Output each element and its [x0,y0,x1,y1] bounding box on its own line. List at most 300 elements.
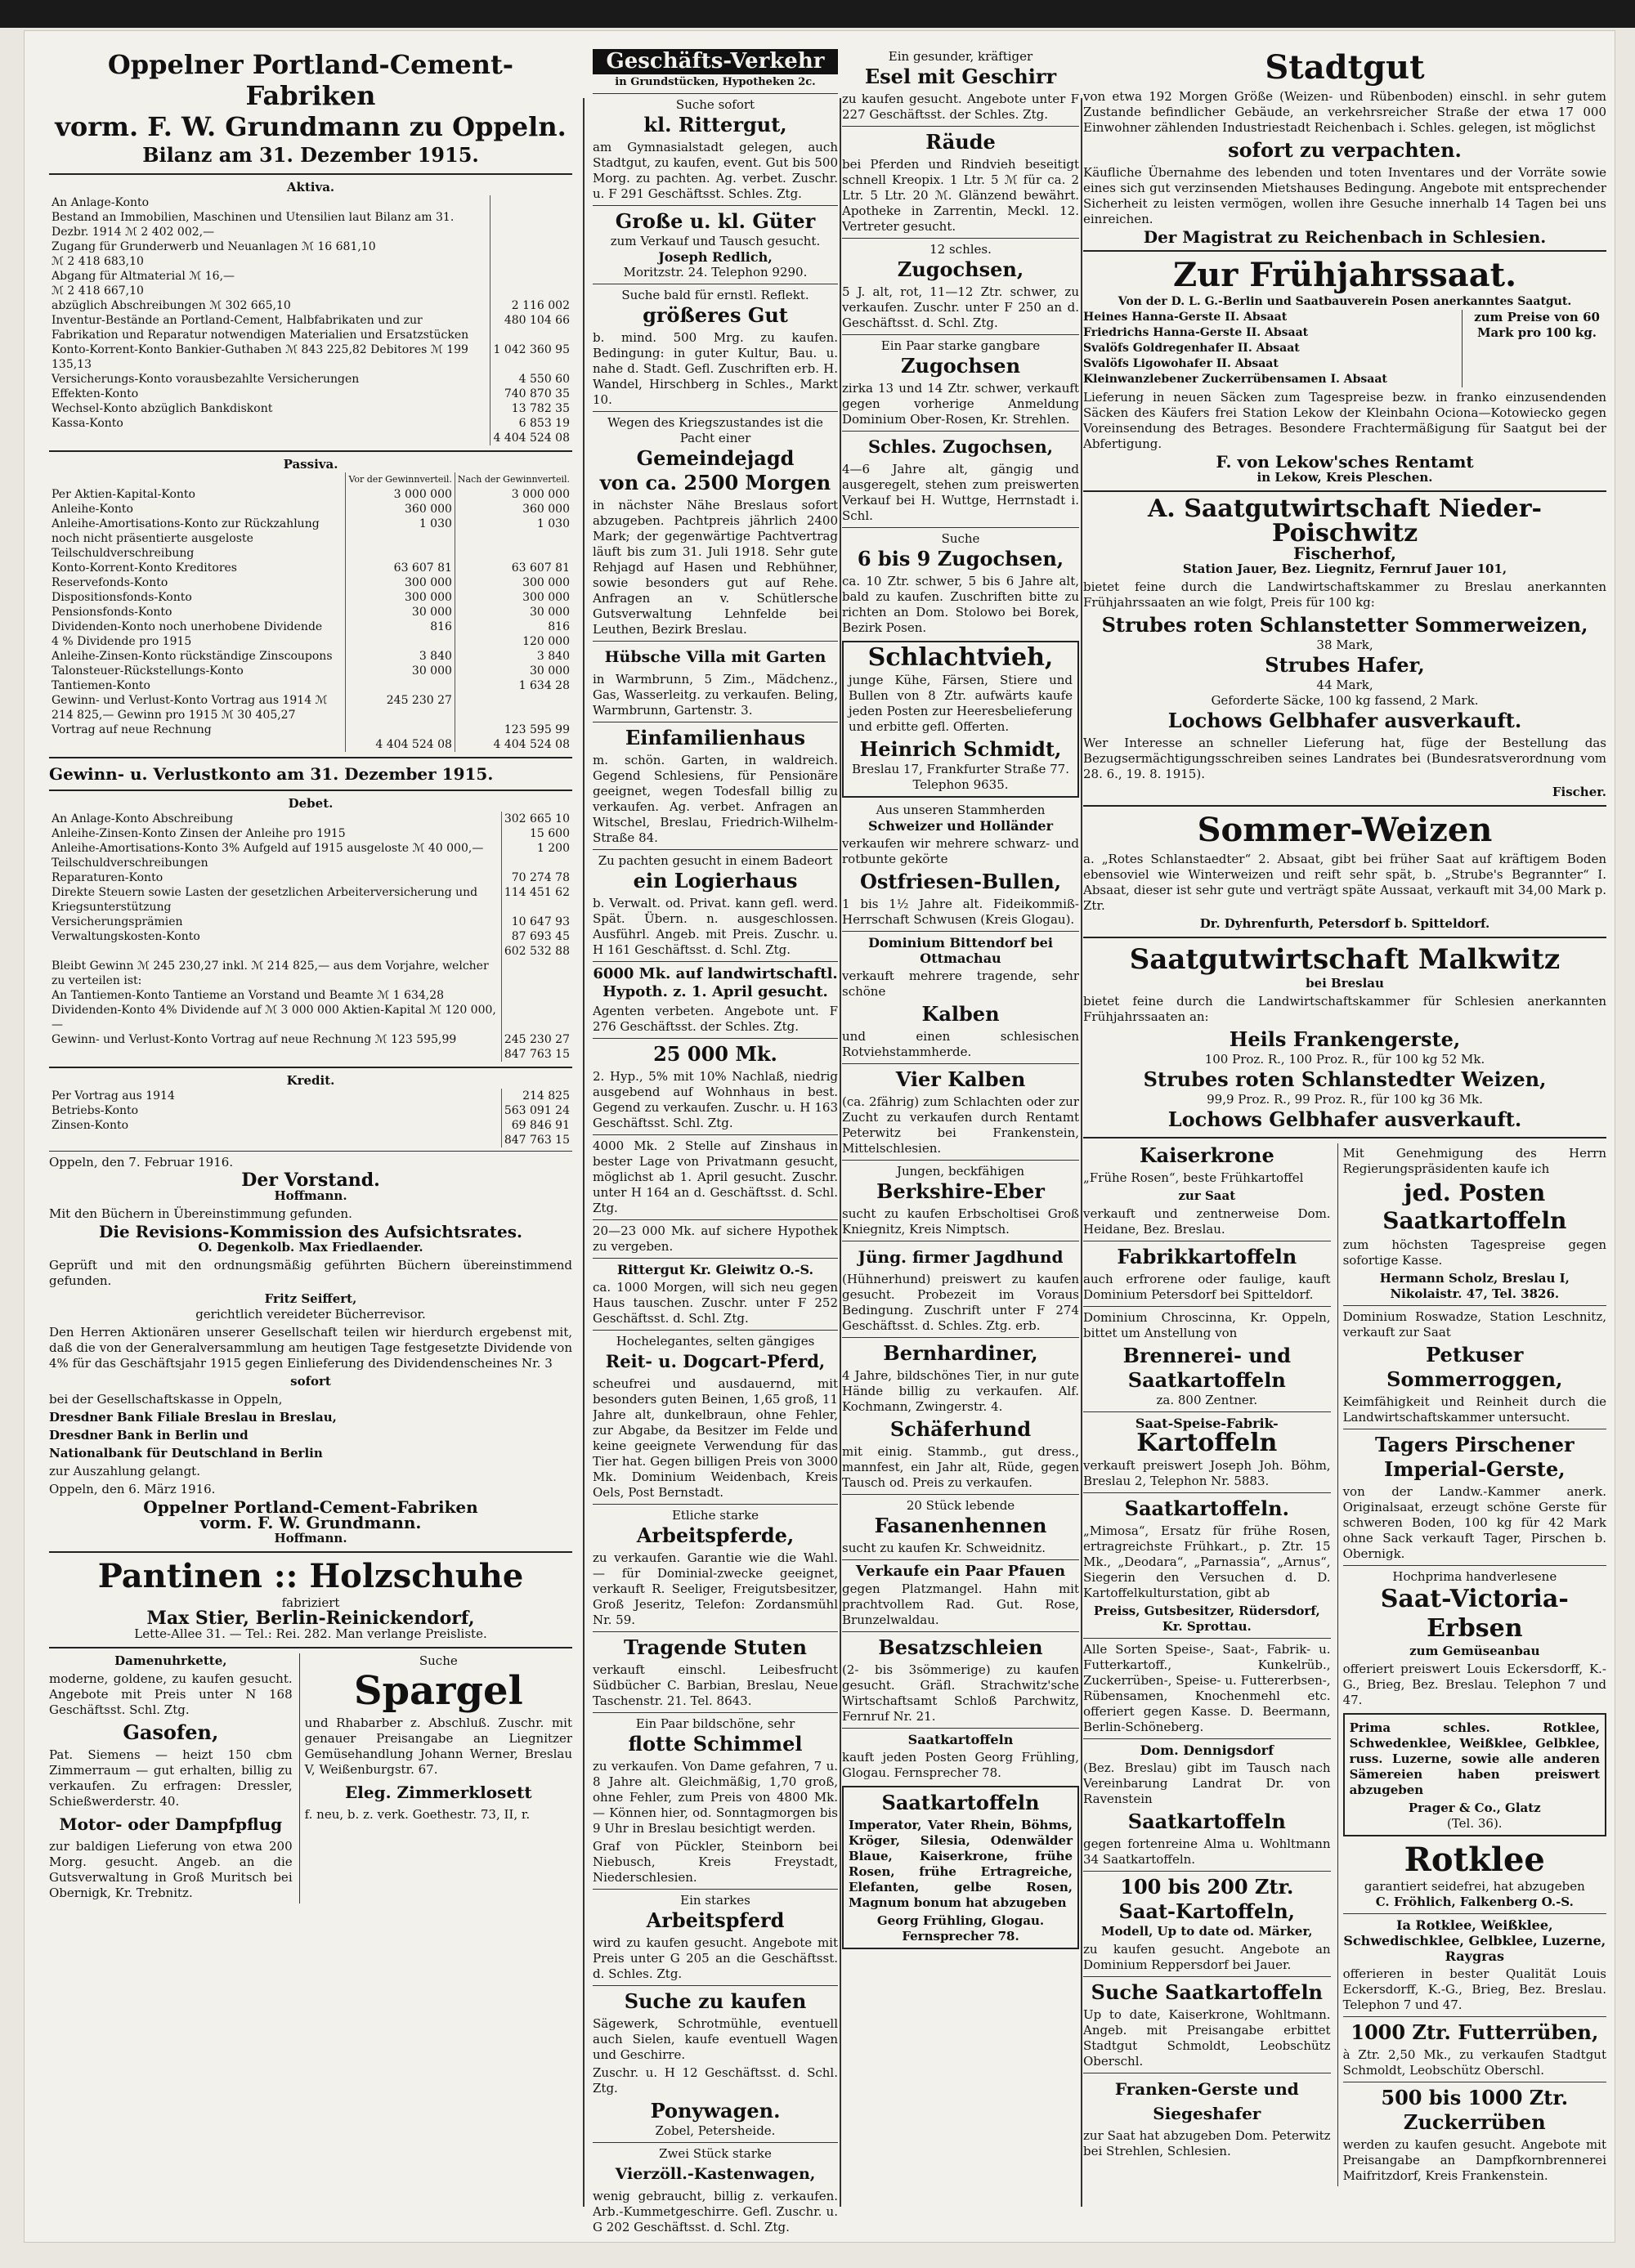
kredit-table [49,1089,572,1147]
text: 20 Stück lebende [906,1498,1015,1513]
text: Ein Paar starke gangbare [880,338,1041,353]
row-label: ℳ 2 418 683,10 [52,255,144,268]
row-amount: 214 825 [501,1089,572,1103]
ad-title: Saat-Victoria-Erbsen [1380,1585,1569,1643]
seed-item: Kleinwanzlebener Zuckerrübensamen I. Absaat [1083,373,1387,386]
text: gegen fortenreine Alma u. Wohltmann 34 Saatkartoffeln. [1083,1836,1331,1867]
row-amount: 123 595 99 [455,722,572,737]
text: sucht zu kaufen Erbscholtisei Groß Kniegnitz, Kreis Nimptsch. [842,1206,1079,1237]
table-row [49,915,572,929]
row-label: Konto-Korrent-Konto Bankier-Guthaben ℳ 843 225,82 Debitores ℳ 199 135,13 [52,343,468,371]
text: ca. 10 Ztr. schwer, 5 bis 6 Jahre alt, bald zu kaufen. Zuschriften bitte zu richten an Dom. Stolowo bei Borek, Bezirk Posen. [842,574,1079,635]
row-amount: 120 000 [455,634,572,649]
ad-title: Suche zu kaufen [624,1989,807,2013]
table-row [49,590,572,605]
text: (ca. 2fährig) zum Schlachten oder zur Zucht zu verkaufen durch Rentamt Peterwitz bei Frankenstein, Mittelschlesien. [842,1094,1079,1156]
text: Keimfähigkeit und Reinheit durch die Landwirtschaftskammer untersucht. [1342,1394,1606,1425]
text: Suche [941,531,980,546]
row-amount [346,722,455,737]
text: garantiert seidefrei, hat abzugeben [1364,1879,1585,1894]
table-row [49,342,572,372]
ad-title: Tagers Pirschener Imperial-Gerste, [1374,1433,1575,1481]
table-row [49,1047,572,1062]
ad-title: flotte Schimmel [628,1732,803,1756]
col-header: Nach der Gewinnverteil. [455,472,572,487]
row-label: Vortrag auf neue Rechnung [52,723,212,736]
ad-title: Berkshire-Eber [876,1179,1045,1203]
text: verkauft mehrere tragende, sehr schöne [842,968,1079,999]
row-label: Anleihe-Amortisations-Konto zur Rückzahlung noch nicht präsentierte ausgeloste Teilschuldverschreibung [52,517,320,560]
text: 5 J. alt, rot, 11—12 Ztr. schwer, zu verkaufen. Zuschr. unter F 250 an d. Geschäftsst. d. Schl. Ztg. [842,284,1079,330]
text: Suche sofort [675,97,755,112]
text: bietet feine durch die Landwirtschaftskammer für Schlesien anerkannten Frühjahrssaaten an: [1083,994,1606,1024]
row-label: Wechsel-Konto abzüglich Bankdiskont [52,402,273,415]
ad-title: Vierzöll.-Kastenwagen, [615,2165,816,2183]
row-amount: 15 600 [501,826,572,841]
table-row [49,826,572,841]
text: Lieferung in neuen Säcken zum Tagespreise bezw. in franko einzusendenden Säcken des Käufers frei Station Lekow der Kleinbahn Ociona—Kotowiecko gegen Voreinsendung des Betrages. Besondere Frachtermäßigung für Saatgut bei der Abfertigung. [1083,390,1606,451]
ad-title: 1000 Ztr. Futterrüben, [1351,2020,1599,2044]
text: Mit den Büchern in Übereinstimmung gefunden. [49,1206,352,1221]
row-amount: 2 116 002 [490,298,572,313]
ad-headline: Sommer-Weizen [1197,811,1493,849]
text: zur Saat hat abzugeben Dom. Peterwitz bei Strehlen, Schlesien. [1083,2128,1331,2158]
headline: Oppelner Portland-Cement-Fabriken [107,49,514,111]
text: Den Herren Aktionären unserer Gesellschaft teilen wir hierdurch ergebenst mit, daß die von der Generalversammlung am heutigen Tage festgesetzte Dividende von 4% für das Geschäftsjahr 1915 gegen Einlieferung des Dividendenscheines Nr. 3 [49,1325,572,1371]
row-amount: 87 693 45 [501,929,572,944]
text: verkauft und zentnerweise Dom. Heidane, Bez. Breslau. [1083,1206,1331,1237]
ad-title: Räude [925,130,996,154]
firm-name: Dominium Bittendorf bei Ottmachau [868,935,1053,966]
row-amount: 30 000 [346,605,455,620]
text: bietet feine durch die Landwirtschaftskammer zu Breslau anerkannten Frühjahrssaaten an wie folgt, Preis für 100 kg: [1083,579,1606,610]
ad-headline: Saatgutwirtschaft Malkwitz [1129,943,1561,976]
firm-name: Heinrich Schmidt, [859,737,1062,761]
text: Ein starkes [680,1893,750,1908]
row-amount [501,988,572,1003]
row-label: Reparaturen-Konto [52,871,164,884]
price: 99,9 Proz. R., 99 Proz. R., für 100 kg 36 Mk. [1207,1092,1483,1107]
text: Ein gesunder, kräftiger [888,49,1033,64]
row-amount: 360 000 [455,502,572,517]
row-amount [346,634,455,649]
row-label: Inventur-Bestände an Portland-Cement, Halbfabrikaten und zur Fabrikation und Reparatur notwendigen Materialien und Ersatzstücken [52,314,469,342]
ad-title: Ponywagen. [650,2099,781,2123]
ad-title: Esel mit Geschirr [864,65,1057,88]
table-row [49,812,572,826]
table-row [49,929,572,944]
row-amount: 245 230 27 [501,1032,572,1047]
table-row [49,561,572,575]
ad-title: größeres Gut [643,303,788,327]
firm-name: Max Stier, Berlin-Reinickendorf, [146,1608,475,1629]
row-amount: 1 042 360 95 [490,342,572,372]
text: „Frühe Rosen“, beste Frühkartoffel [1083,1170,1304,1185]
row-amount: 1 030 [455,517,572,561]
ad-title: Lochows Gelbhafer ausverkauft. [1167,1107,1522,1131]
text: zu kaufen gesucht. Angebote an Dominium Reppersdorf bei Jauer. [1083,1942,1331,1972]
row-amount: 300 000 [346,575,455,590]
row-label: Talonsteuer-Rückstellungs-Konto [52,664,244,678]
ad-title: Rittergut Kr. Gleiwitz O.-S. [616,1262,814,1277]
row-label: Tantiemen-Konto [52,679,150,692]
row-amount: 63 607 81 [455,561,572,575]
row-label: abzüglich Abschreibungen ℳ 302 665,10 [52,299,291,312]
row-amount: 816 [346,620,455,634]
table-row [49,870,572,885]
aktiva-table [49,195,572,445]
text: za. 800 Zentner. [1156,1393,1258,1407]
row-amount: 10 647 93 [501,915,572,929]
ad-title: Eleg. Zimmerklosett [345,1783,532,1802]
ad-title: Motor- oder Dampfpflug [59,1814,283,1834]
ad-title: Gemeindejagd [636,446,795,470]
text: (Hühnerhund) preiswert zu kaufen gesucht. Probezeit im Voraus Bedingung. Zuschrift unter F 274 Geschäftsst. d. Schles. Ztg. erb. [842,1272,1079,1333]
table-row [49,737,572,752]
ad-title: Arbeitspferde, [636,1523,795,1547]
row-amount [490,195,572,210]
text: Aus unseren Stammherden [876,803,1046,817]
ad-title: Lochows Gelbhafer ausverkauft. [1167,709,1522,732]
ad-title: Saat-Kartoffeln, [1118,1899,1296,1923]
text: gerichtlich vereideter Bücherrevisor. [195,1307,426,1322]
ad-title: von ca. 2500 Morgen [599,471,831,494]
text: und einen schlesischen Rotviehstammherde. [842,1029,1079,1059]
row-amount: 69 846 91 [501,1118,572,1133]
table-row [49,885,572,915]
text: zur baldigen Lieferung von etwa 200 Morg. gesucht. Angeb. an die Gutsverwaltung in Groß Muritsch bei Obernigk, Kr. Trebnitz. [49,1839,293,1900]
row-amount [346,678,455,693]
ad-title: 6000 Mk. auf landwirtschaftl. Hypoth. z. 1. April gesucht. [593,965,838,1000]
firm-name: Joseph Redlich, [658,249,773,265]
table-row [49,575,572,590]
ad-title: sofort zu verpachten. [1228,138,1462,162]
text: scheufrei und ausdauernd, mit besonders guten Beinen, 1,65 groß, 11 Jahre alt, dunkelbraun, ohne Fehler, zur Abgabe, da Besitzer im Felde und keine geeignete Verwendung für das Tier hat. Gegen billigen Preis von 3000 Mk. Dominium Weidenbach, Kreis Oels, Post Bernstadt. [593,1376,838,1500]
ad-title: Tragende Stuten [624,1635,807,1659]
ad-title: Große u. kl. Güter [615,209,816,233]
text: bei Breslau [1306,976,1384,991]
address: Station Jauer, Bez. Liegnitz, Fernruf Jauer 101, [1182,561,1507,576]
row-amount: 1 200 [501,841,572,870]
text: Etliche starke [671,1508,759,1523]
text: bei der Gesellschaftskasse in Oppeln, [49,1392,283,1407]
text: zur Auszahlung gelangt. [49,1464,200,1478]
firm-name: Fischerhof, [1292,544,1397,563]
text: zur Saat [1178,1188,1236,1203]
ad-headline: Pantinen :: Holzschuhe [97,1557,524,1595]
text: f. neu, b. z. verk. Goethestr. 73, II, r. [304,1807,531,1822]
row-label: Verwaltungskosten-Konto [52,930,200,943]
text: verkauft preiswert Joseph Joh. Böhm, Breslau 2, Telephon Nr. 5883. [1083,1458,1331,1488]
row-amount [490,210,572,239]
ad-title: Besatzschleien [878,1635,1043,1659]
row-label: Zugang für Grunderwerb und Neuanlagen ℳ 16 681,10 [52,240,376,253]
date-line: Oppeln, den 7. Februar 1916. [49,1155,234,1170]
text: Zuschr. u. H 12 Geschäftsst. d. Schl. Ztg. [593,2065,838,2096]
row-amount: 300 000 [455,590,572,605]
text: Hochprima handverlesene [1392,1569,1557,1584]
row-amount: 3 000 000 [346,487,455,502]
text: ca. 1000 Morgen, will sich neu gegen Haus tauschen. Zuschr. unter F 252 Geschäftsst. d. Schl. Ztg. [593,1280,838,1326]
text: mit einig. Stammb., gut dress., mannfest, ein Jahr alt, Rüde, gegen Tausch od. Preis zu verkaufen. [842,1444,1079,1490]
ad-title: Saatkartoffeln [907,1732,1014,1747]
signature-name: Fritz Seiffert, [264,1291,357,1306]
text: zu kaufen gesucht. Angebote unter F 227 Geschäftsst. der Schles. Ztg. [842,92,1079,122]
ad-title: Brennerei- und Saatkartoffeln [1122,1344,1291,1392]
firm-name: Preiss, Gutsbesitzer, Rüdersdorf, Kr. Sprottau. [1093,1604,1320,1634]
signature-name: Fischer. [1552,785,1606,799]
text: 4 Jahre, bildschönes Tier, in nur gute Hände billig zu verkaufen. Alf. Kochmann, Zwingerstr. 4. [842,1368,1079,1414]
text: 4000 Mk. 2 Stelle auf Zinshaus in bester Lage von Privatmann gesucht, möglichst ab 1. April gesucht. Zuschr. unter H 164 an d. Geschäftsst. d. Schl. Ztg. [593,1138,838,1215]
table-row [49,959,572,988]
ad-title: 500 bis 1000 Ztr. Zuckerrüben [1381,2086,1569,2134]
text: Zwei Stück starke [659,2146,772,2161]
text: Pat. Siemens — heizt 150 cbm Zimmerraum — gut erhalten, billig zu verkaufen. Zu erfragen: Dressler, Schießwerderstr. 40. [49,1747,293,1809]
ad-headline: A. Saatgutwirtschaft Nieder-Poischwitz [1148,494,1542,548]
seed-item: Friedrichs Hanna-Gerste II. Absaat [1083,326,1309,339]
ad-title: Vier Kalben [895,1067,1026,1091]
row-label: Anleihe-Konto [52,503,133,516]
table-row [49,620,572,634]
text: 4—6 Jahre alt, gängig und ausgeregelt, stehen zum preiswerten Verkauf bei H. Wuttge, Herrnstadt i. Schl. [842,462,1079,523]
signature-title: Der Vorstand. [241,1170,380,1191]
text: gegen Platzmangel. Hahn mit prachtvollem Rad. Gut. Rose, Brunzelwaldau. [842,1581,1079,1627]
bank-line: Dresdner Bank in Berlin und [49,1428,249,1443]
text: Käufliche Übernahme des lebenden und toten Inventares und der Vorräte sowie eines sich gut verzinsenden Mietshauses Bedingung. Angebote mit entsprechender Sicherheit zu leisten vermögen, wollen ihre Gesuche innerhalb 14 Tagen bei uns einreichen. [1083,165,1606,226]
table-row [49,313,572,342]
table-row [49,416,572,431]
text: Dominium Chroscinna, Kr. Oppeln, bittet um Anstellung von [1083,1310,1331,1340]
text: zum Verkauf und Tausch gesucht. [610,234,821,248]
top-black-edge [0,0,1635,28]
row-amount: 1 030 [346,517,455,561]
text: Ein Paar bildschöne, sehr [635,1716,795,1731]
text: Mit Genehmigung des Herrn Regierungspräsidenten kaufe ich [1342,1146,1606,1176]
table-row [49,1103,572,1118]
table-row [49,634,572,649]
row-amount: 4 404 524 08 [490,431,572,445]
text: b. mind. 500 Mrg. zu kaufen. Bedingung: in guter Kultur, Bau. u. nahe d. Stadt. Gefl. Zuschriften erb. H. Wandel, Hirschberg in Schles., Markt 10. [593,330,838,407]
table-row [49,944,572,959]
row-amount: 4 550 60 [490,372,572,387]
section-title: Aktiva. [286,180,335,195]
row-amount: 816 [455,620,572,634]
text: zu verkaufen. Von Dame gefahren, 7 u. 8 Jahre alt. Gleichmäßig, 1,70 groß, ohne Fehler, zum Preis von 4800 Mk. — Können hier, od. Sonntagmorgen bis 9 Uhr in Breslau besichtigt werden. [593,1759,838,1836]
row-label: Bestand an Immobilien, Maschinen und Utensilien laut Bilanz am 31. Dezbr. 1914 ℳ 2 402 002,— [52,211,455,239]
row-label: Direkte Steuern sowie Lasten der gesetzlichen Arbeiterversicherung und Kriegsunterstützung [52,886,478,914]
text: Modell, Up to date od. Märker, [1101,1924,1313,1939]
text: werden zu kaufen gesucht. Angebote mit Preisangabe an Dampfkornbrennerei Maifritzdorf, Kreis Frankenstein. [1342,2137,1606,2183]
row-label: Per Aktien-Kapital-Konto [52,488,195,501]
debet-table [49,812,572,1062]
row-amount: 602 532 88 [501,944,572,959]
row-amount: 360 000 [346,502,455,517]
row-amount: 30 000 [455,664,572,678]
row-amount: 563 091 24 [501,1103,572,1118]
firm-name: F. von Lekow'sches Rentamt [1216,452,1474,472]
row-amount: 13 782 35 [490,401,572,416]
table-row [49,693,572,722]
table-row [49,284,572,298]
seed-item: Heines Hanna-Gerste II. Absaat [1083,311,1288,324]
row-label: Kassa-Konto [52,417,123,430]
ad-headline: Spargel [353,1668,523,1714]
row-amount: 300 000 [346,590,455,605]
address: in Lekow, Kreis Pleschen. [1256,470,1433,485]
row-label: Dividenden-Konto 4% Dividende auf ℳ 3 000 000 Aktien-Kapital ℳ 120 000,— [52,1004,496,1031]
text: Suche [419,1653,458,1668]
text: (2- bis 3sömmerige) zu kaufen gesucht. Gräfl. Strachwitz'sche Wirtschaftsamt Schloß Parchwitz, Fernruf Nr. 21. [842,1662,1079,1724]
row-label: Pensionsfonds-Konto [52,606,172,619]
table-row [49,502,572,517]
text: Graf von Pückler, Steinborn bei Niebusch, Kreis Freystadt, Niederschlesien. [593,1839,838,1885]
text: Zu pachten gesucht in einem Badeort [598,853,833,868]
seed-item: Svalöfs Goldregenhafer II. Absaat [1083,342,1300,355]
table-row [49,487,572,502]
column-livestock [842,49,1079,1954]
text: Hochelegantes, selten gängiges [616,1334,815,1349]
text: sofort [290,1374,331,1389]
row-amount: 114 451 62 [501,885,572,915]
ad-headline: Rotklee [1404,1841,1545,1879]
text: moderne, goldene, zu kaufen gesucht. Angebote mit Preis unter N 168 Geschäftsst. Schl. Ztg. [49,1671,293,1717]
firm-name: Georg Frühling, Glogau. Fernsprecher 78. [876,1913,1045,1944]
column-rule [583,98,585,2207]
signature-name: O. Degenkolb. Max Friedlaender. [198,1240,423,1255]
ad-title: 100 bis 200 Ztr. [1120,1875,1294,1899]
ad-title: Strubes roten Schlanstedter Weizen, [1143,1067,1547,1091]
table-row [49,401,572,416]
table-row [49,1003,572,1032]
text: (Bez. Breslau) gibt im Tausch nach Vereinbarung Landrat Dr. von Ravenstein [1083,1760,1331,1806]
ad-title: ein Logierhaus [633,869,798,892]
row-label: An Tantiemen-Konto Tantieme an Vorstand und Beamte ℳ 1 634,28 [52,989,445,1002]
ad-title: Saatkartoffeln. [1124,1496,1289,1520]
row-label: Betriebs-Konto [52,1104,139,1117]
text: von etwa 192 Morgen Größe (Weizen- und Rübenboden) einschl. in sehr gutem Zustande befindlicher Gebäude, an verkehrsreicher Straße der etwa 17 000 Einwohner zählenden Industriestadt Reichenbach i. Schles. gelegen, ist möglichst [1083,89,1606,135]
text: Wer Interesse an schneller Lieferung hat, füge der Bestellung das Bezugsermächtigungsschreiben seines Landrates bei (Bundesratsverordnung vom 28. 6., 19. 8. 1915). [1083,736,1606,781]
row-amount: 30 000 [455,605,572,620]
ad-title: Fasanenhennen [874,1514,1047,1537]
text: Geprüft und mit den ordnungsmäßig geführten Büchern übereinstimmend gefunden. [49,1258,572,1288]
table-row [49,517,572,561]
section-banner: Geschäfts-Verkehr [593,49,838,74]
section-subtitle: in Grundstücken, Hypotheken 2c. [615,76,816,88]
text: in nächster Nähe Breslaus sofort abzugeben. Pachtpreis jährlich 2400 Mark; der gegenwärtige Pachtvertrag läuft bis zum 31. Juli 1918. Sehr gute Rehjagd auf Hasen und Rebhühner, sowie besonders gut auf Rehe. Anfragen an v. Schütlersche Gutsverwaltung Lehnfelde bei Leuthen, Bezirk Breslau. [593,498,838,637]
table-row [49,678,572,693]
ad-title: Saatkartoffeln [1127,1809,1286,1833]
ad-title: Bernhardiner, [883,1341,1038,1365]
row-amount [490,269,572,284]
row-amount: 1 634 28 [455,678,572,693]
table-row [49,269,572,284]
row-label: Versicherungsprämien [52,915,183,928]
text: m. schön. Garten, in waldreich. Gegend Schlesiens, für Pensionäre geeignet, wegen Todesfall billig zu verkaufen. Ag. verbet. Anfragen an Witschel, Breslau, Friedrich-Wilhelm-Straße 84. [593,753,838,845]
text: wird zu kaufen gesucht. Angebote mit Preis unter G 205 an die Geschäftsst. d. Schles. Ztg. [593,1935,838,1981]
section-title: Debet. [288,796,334,811]
text: Dominium Roswadze, Station Leschnitz, verkauft zur Saat [1342,1309,1606,1340]
text: a. „Rotes Schlanstaedter“ 2. Absaat, gibt bei früher Saat auf kräftigem Boden ebensoviel wie Winterweizen und reift sehr spät, b. „Strube's Begrannter“ I. Absaat, dieser ist sehr gute und verträgt späte Aussaat, verkauft mit 34,00 Mark p. Ztr. [1083,852,1606,913]
text: zum höchsten Tagespreise gegen sofortige Kasse. [1342,1237,1606,1268]
ad-title: Kartoffeln [1136,1429,1278,1457]
row-label: ℳ 2 418 667,10 [52,284,144,297]
ad-title: Kalben [921,1002,1000,1026]
text: Suche bald für ernstl. Reflekt. [621,288,809,302]
headline: vorm. F. W. Grundmann zu Oppeln. [55,111,567,142]
signature-name: Hoffmann. [274,1531,347,1546]
ad-title: Zugochsen [900,354,1021,378]
ad-headline: Stadtgut [1265,49,1425,87]
text: sucht zu kaufen Kr. Schweidnitz. [842,1541,1046,1555]
table-row [49,988,572,1003]
table-row [49,298,572,313]
section-title: Kredit. [286,1073,335,1088]
table-row [49,841,572,870]
text: verkaufen wir mehrere schwarz- und rotbunte gekörte [842,836,1079,866]
section-title: Passiva. [283,457,338,472]
ad-title: kl. Rittergut, [643,113,787,136]
ad-title: Franken-Gerste und Siegeshafer [1114,2079,1299,2123]
ad-title: Gasofen, [123,1720,219,1744]
row-label [49,431,490,445]
table-row [49,649,572,664]
ad-headline: Zur Frühjahrssaat. [1172,256,1517,294]
text: Agenten verbeten. Angebote unt. F 276 Geschäftsst. der Schles. Ztg. [593,1004,838,1034]
date-line: Oppeln, den 6. März 1916. [49,1482,216,1496]
subheadline: Bilanz am 31. Dezember 1915. [142,143,479,167]
row-amount: 847 763 15 [501,1133,572,1147]
firm-name: Hermann Scholz, Breslau I, Nikolaistr. 47, Tel. 3826. [1379,1271,1570,1301]
table-row [49,1133,572,1147]
row-label [49,1047,501,1062]
table-row [49,1118,572,1133]
text: Wegen des Kriegszustandes ist die Pacht einer [607,415,823,445]
row-amount: 847 763 15 [501,1047,572,1062]
ad-title: 25 000 Mk. [653,1042,777,1066]
section-title: Gewinn- u. Verlustkonto am 31. Dezember 1915. [49,764,494,784]
price: 38 Mark, [1316,637,1373,652]
row-amount: 3 000 000 [455,487,572,502]
table-row [49,722,572,737]
text: kauft jeden Posten Georg Frühling, Glogau. Fernsprecher 78. [842,1750,1079,1780]
price: 100 Proz. R., 100 Proz. R., für 100 kg 52 Mk. [1204,1052,1485,1067]
ad-title: Heils Frankengerste, [1229,1027,1461,1051]
ad-title: Petkuser Sommerroggen, [1386,1343,1563,1391]
table-row [49,210,572,239]
ad-title: Suche Saatkartoffeln [1091,1980,1324,2004]
ad-title: Hübsche Villa mit Garten [604,648,826,666]
row-label: Anleihe-Amortisations-Konto 3% Aufgeld auf 1915 ausgeloste ℳ 40 000,— Teilschuldverschreibungen [52,842,484,870]
row-label: Dispositionsfonds-Konto [52,591,192,604]
text: 1 bis 1½ Jahre alt. Fideikommiß-Herrschaft Schwusen (Kreis Glogau). [842,897,1079,927]
text: Zobel, Petersheide. [655,2123,776,2138]
ad-title: Dom. Dennigsdorf [1140,1742,1274,1758]
ad-title: Reit- u. Dogcart-Pferd, [605,1351,826,1371]
row-amount: 6 853 19 [490,416,572,431]
text: Alle Sorten Speise-, Saat-, Fabrik- u. Futterkartoff., Kunkelrüb., Zuckerrüben-, Speise- u. Futtererbsen-, Rübensamen, Knochenmehl etc. offeriert gegen Kasse. D. Beermann, Berlin-Schöneberg. [1083,1642,1331,1734]
column-balance-sheet [49,49,572,1903]
firm-name: Oppelner Portland-Cement-Fabriken [143,1497,478,1517]
text: offerieren in bester Qualität Louis Eckersdorff, K.-G., Brieg, Bez. Breslau. Telephon 7 und 47. [1342,1966,1606,2012]
text: wenig gebraucht, billig z. verkaufen. Arb.-Kummetgeschirre. Gefl. Zuschr. u. G 202 Geschäftsst. d. Schl. Ztg. [593,2189,838,2234]
table-row [49,605,572,620]
row-amount: 3 840 [346,649,455,664]
ad-title: Strubes roten Schlanstetter Sommerweizen, [1101,613,1588,637]
text: zu verkaufen. Garantie wie die Wahl. — für Dominial-zwecke geeignet, verkauft R. Seeliger, Freigutsbesitzer, Groß Jeseritz, Telefon: Zordansmühl Nr. 59. [593,1550,838,1627]
ad-title: Schweizer und Holländer [868,818,1053,834]
text: 20—23 000 Mk. auf sichere Hypothek zu vergeben. [593,1223,838,1254]
address: Moritzstr. 24. Telephon 9290. [623,265,808,280]
